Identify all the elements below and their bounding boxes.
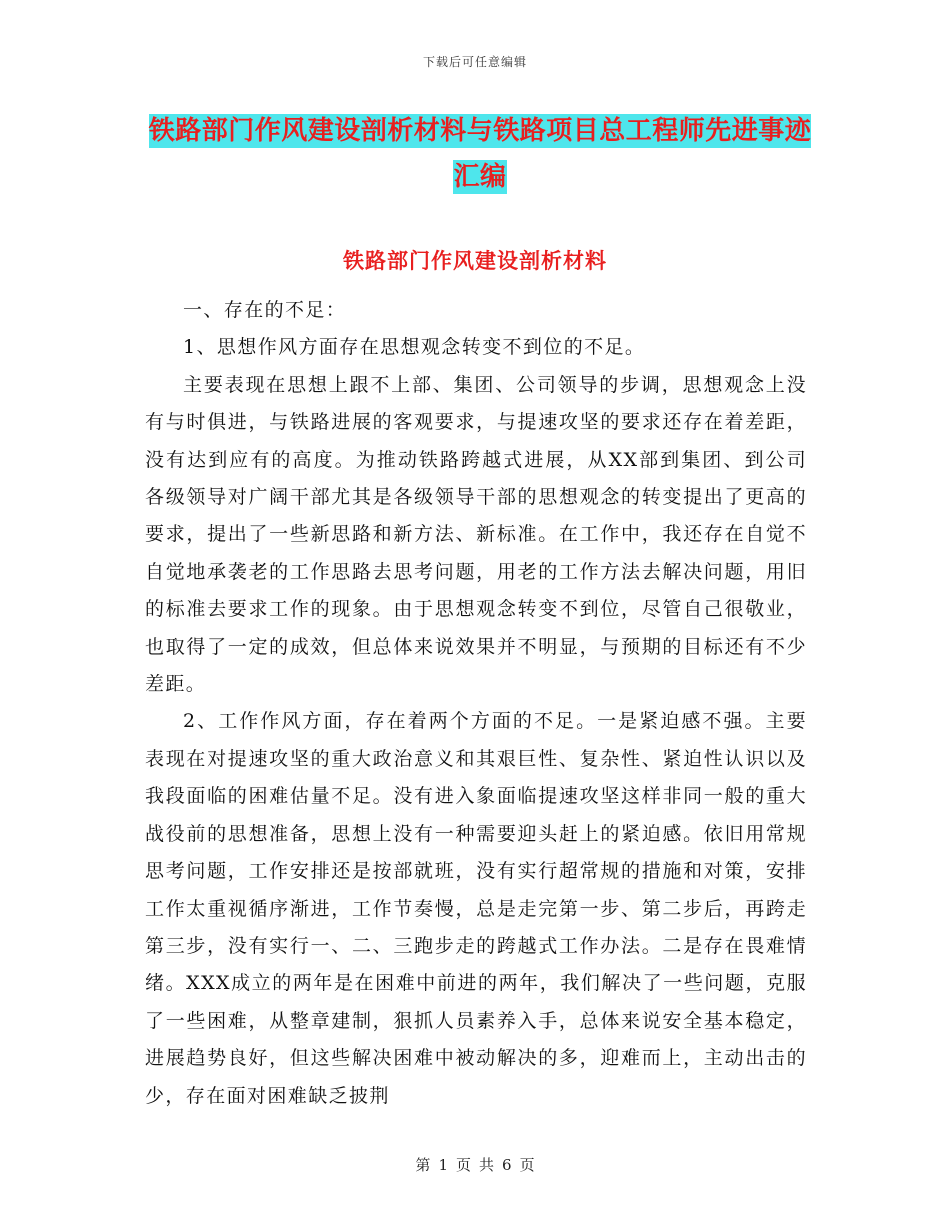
page-total-number: 6 (502, 1156, 512, 1174)
document-title-text: 铁路部门作风建设剖析材料与铁路项目总工程师先进事迹汇编 (148, 116, 812, 192)
paragraph: 1、思想作风方面存在思想观念转变不到位的不足。 (183, 336, 646, 359)
paragraph: 主要表现在思想上跟不上部、集团、公司领导的步调，思想观念上没有与时俱进，与铁路进展的客观要求，与提速攻坚的要求还存在着差距，没有达到应有的高度。为推动铁路跨越式进展，从XX部到集团、到公司各级领导对广阔干部尤其是各级领导干部的思想观念的转变提出了更高的要求，提出了一些新思路和新方法、新标准。在工作中，我还存在自觉不自觉地承袭老的工作思路去思考问题，用老的工作方法去解决问题，用旧的标准去要求工作的现象。由于思想观念转变不到位，尽管自己很敬业，也取得了一定的成效，但总体来说效果并不明显，与预期的目标还有不少差距。 (145, 373, 807, 696)
page-label-mid: 页 (455, 1156, 471, 1174)
page-header-note: 下载后可任意编辑 (422, 55, 527, 69)
paragraph: 一、存在的不足： (183, 299, 347, 321)
page-label-prefix: 第 (415, 1156, 431, 1174)
document-body (145, 292, 807, 1115)
page-label-suffix: 页 (519, 1156, 535, 1174)
section-title: 铁路部门作风建设剖析材料 (343, 249, 607, 273)
page-footer (0, 1154, 950, 1175)
page-current-number: 1 (438, 1156, 448, 1174)
paragraph: 2、工作作风方面，存在着两个方面的不足。一是紧迫感不强。主要表现在对提速攻坚的重大政治意义和其艰巨性、复杂性、紧迫性认识以及我段面临的困难估量不足。没有进入象面临提速攻坚这样非同一般的重大战役前的思想准备，思想上没有一种需要迎头赶上的紧迫感。依旧用常规思考问题，工作安排还是按部就班，没有实行超常规的措施和对策，安排工作太重视循序渐进，工作节奏慢，总是走完第一步、第二步后，再跨走第三步，没有实行一、二、三跑步走的跨越式工作办法。二是存在畏难情绪。XXX成立的两年是在困难中前进的两年，我们解决了一些问题，克服了一些困难，从整章建制，狠抓人员素养入手，总体来说安全基本稳定，进展趋势良好，但这些解决困难中被动解决的多，迎难而上，主动出击的少，存在面对困难缺乏披荆 (145, 710, 807, 1107)
page-label-total-prefix: 共 (479, 1156, 495, 1174)
document-title (140, 108, 820, 200)
